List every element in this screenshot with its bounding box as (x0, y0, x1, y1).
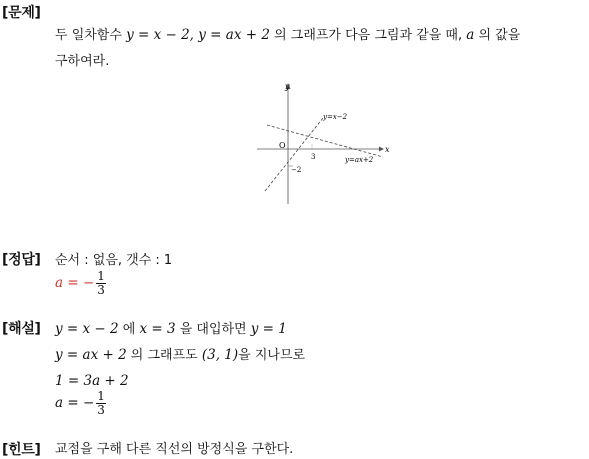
problem-equations: y = x − 2, y = ax + 2 (126, 27, 270, 43)
problem-text-pre: 두 일차함수 (55, 28, 127, 43)
hint-line (55, 440, 293, 459)
solution-text-4: 을 지나므로 (238, 348, 306, 363)
solution-line-2 (55, 346, 305, 365)
line2-label: y=ax+2 (345, 156, 374, 164)
solution-numerator: 1 (97, 389, 105, 403)
solution-fraction (96, 390, 106, 417)
problem-text-end: 의 값을 (474, 28, 521, 43)
answer-denominator: 3 (97, 283, 105, 297)
answer-order-count: 순서 : 없음, 갯수 : 1 (55, 253, 173, 268)
solution-label: [해설] (2, 321, 41, 337)
tick-x-label: 3 (311, 153, 316, 161)
answer-eq-prefix: a = − (55, 275, 95, 291)
solution-line-1 (55, 320, 287, 339)
problem-text-mid: 의 그래프가 다음 그림과 같을 때, (269, 28, 467, 43)
solution-point: (3, 1) (201, 347, 239, 363)
origin-label: O (279, 141, 286, 150)
solution-text-3: 의 그래프도 (126, 348, 202, 363)
answer-label: [정답] (2, 252, 41, 268)
tick-y-label: −2 (291, 166, 302, 174)
problem-text-line2: 구하여라. (55, 54, 110, 69)
solution-eq-5: 1 = 3a + 2 (55, 373, 129, 389)
answer-line-2 (55, 270, 106, 302)
solution-eq-4: y = ax + 2 (55, 347, 127, 363)
solution-denominator: 3 (97, 403, 105, 417)
hint-label: [힌트] (2, 442, 41, 458)
answer-fraction (96, 270, 106, 297)
solution-line-3 (55, 372, 129, 390)
axis-x-label: x (385, 145, 390, 154)
x-axis-arrow (379, 147, 384, 152)
problem-var-a: a (466, 27, 475, 43)
solution-line-4 (55, 390, 106, 422)
solution-eq-3: y = 1 (250, 321, 287, 337)
answer-numerator: 1 (97, 269, 105, 283)
axis-y-label: y (285, 82, 290, 91)
problem-line-1 (55, 26, 520, 45)
problem-label: [문제] (2, 5, 41, 21)
solution-text-2: 을 대입하면 (175, 322, 251, 337)
solution-eq-1: y = x − 2 (55, 321, 119, 337)
solution-text-1: 에 (118, 322, 140, 337)
line1-label: y=x−2 (323, 113, 348, 121)
hint-text: 교점을 구해 다른 직선의 방정식을 구한다. (55, 442, 294, 457)
problem-line-2 (55, 52, 109, 71)
graph-figure (255, 80, 390, 208)
answer-line-1 (55, 251, 172, 270)
solution-eq-6-prefix: a = − (55, 395, 95, 411)
solution-eq-2: x = 3 (139, 321, 176, 337)
